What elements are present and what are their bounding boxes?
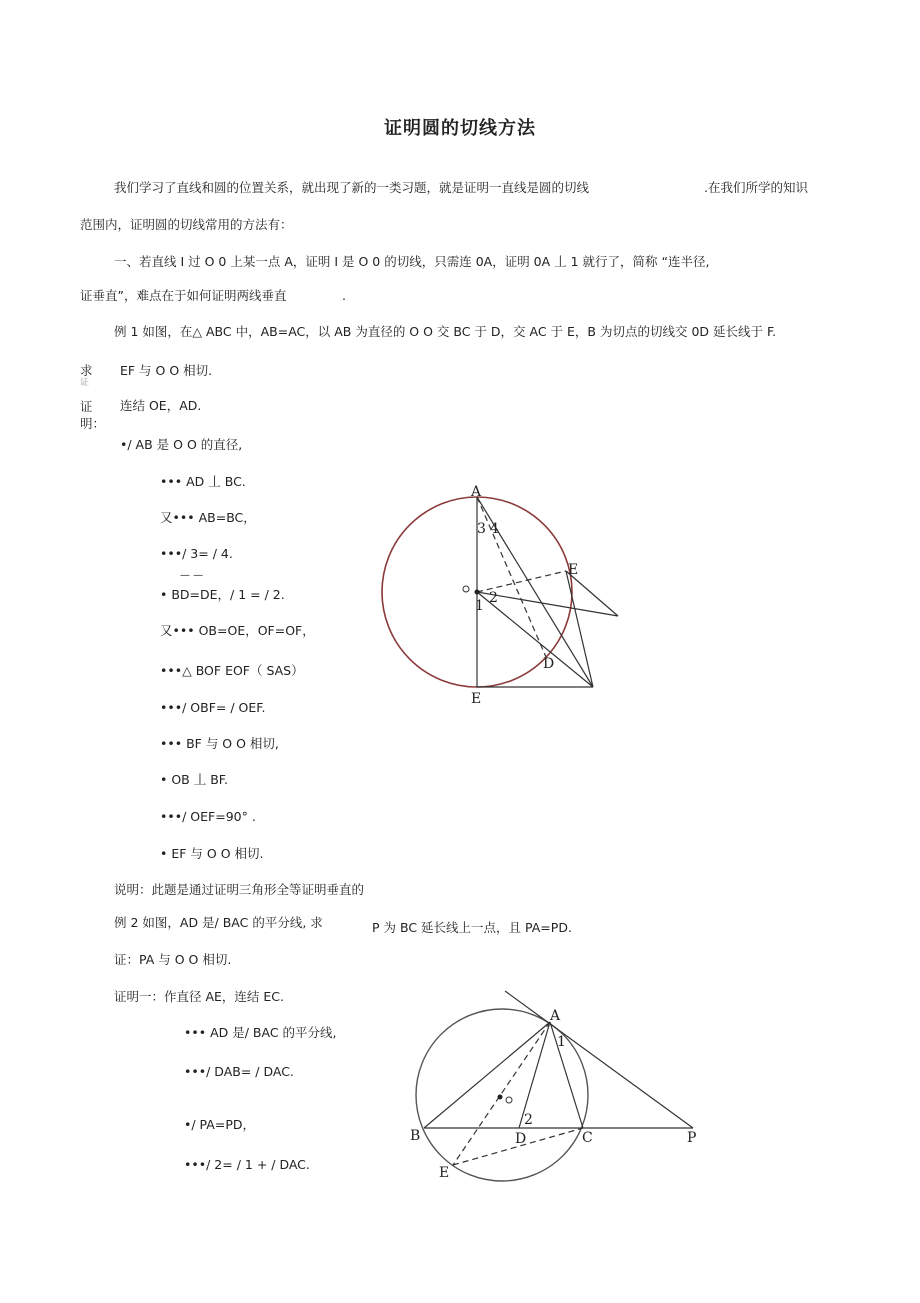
example2-proof-start: 证明一：作直径 AE，连结 EC. (114, 989, 284, 1004)
fig2-label-A: A (550, 1008, 561, 1024)
example1-step: •••/ 3= / 4. (160, 546, 233, 561)
fig1-label-E-top: E (568, 562, 579, 578)
example1-figure (370, 480, 630, 710)
fig1-angle-2: 2 (489, 590, 498, 606)
example1-step: • BD=DE，/ 1 = / 2. (160, 587, 285, 602)
example1-ming: 明： (80, 416, 106, 431)
fig1-angle-4: 4 (490, 521, 499, 537)
example1-step: •/ AB 是 O O 的直径, (120, 437, 243, 452)
example2-figure (400, 985, 710, 1185)
example1-step: •••△ BOF EOF（ SAS） (160, 663, 304, 678)
fig1-label-A: A (471, 484, 482, 500)
example1-statement: 例 1 如图，在△ ABC 中，AB=AC，以 AB 为直径的 O O 交 BC 于 D，交 AC 于 E，B 为切点的切线交 0D 延长线于 F. (114, 324, 777, 339)
example1-zheng: 证 (80, 399, 93, 414)
fig1-angle-1: 1 (475, 598, 484, 614)
fig1-angle-3: 3 (477, 521, 486, 537)
example2-goal: 证：PA 与 O O 相切. (114, 952, 232, 967)
example1-qiu: 求 (80, 363, 93, 378)
example2-step: •••/ 2= / 1 + / DAC. (184, 1157, 310, 1172)
fig2-label-P: P (687, 1130, 697, 1146)
fig1-label-E-bottom: E (471, 691, 482, 707)
intro-line-2: 范围内，证明圆的切线常用的方法有： (80, 217, 293, 232)
example1-note: 说明：此题是通过证明三角形全等证明垂直的 (114, 882, 365, 897)
example2-step: ••• AD 是/ BAC 的平分线, (184, 1025, 337, 1040)
page-title: 证明圆的切线方法 (384, 118, 536, 139)
example1-step: 又••• OB=OE，OF=OF， (160, 623, 315, 638)
example2-step: •/ PA=PD， (184, 1117, 255, 1132)
method1-line-2b: . (342, 288, 346, 303)
example1-step: ••• AD 丄 BC. (160, 474, 246, 489)
example1-step: •••/ OEF=90° . (160, 809, 256, 824)
example1-step: • EF 与 O O 相切. (160, 846, 264, 861)
method1-line-2a: 证垂直”，难点在于如何证明两线垂直 (80, 288, 287, 303)
example2-statement-a: 例 2 如图，AD 是/ BAC 的平分线, 求 (114, 915, 323, 930)
example2-step: •••/ DAB= / DAC. (184, 1064, 294, 1079)
fig2-label-D: D (515, 1131, 527, 1147)
fig1-label-D: D (543, 656, 555, 672)
example1-step: ••• BF 与 O O 相切, (160, 736, 279, 751)
example1-construct: 连结 OE，AD. (120, 398, 202, 413)
intro-line-1b: .在我们所学的知识 (704, 180, 808, 195)
example1-step: •••/ OBF= / OEF. (160, 700, 266, 715)
fig2-angle-1: 1 (557, 1034, 566, 1050)
method1-line-1: 一、若直线 I 过 O 0 上某一点 A，证明 I 是 O 0 的切线，只需连 0A，证明 0A 丄 1 就行了，简称 “连半径, (114, 254, 710, 269)
example2-statement-b: P 为 BC 延长线上一点，且 PA=PD. (372, 920, 572, 935)
example1-step: 又••• AB=BC， (160, 510, 256, 525)
fig2-angle-2: 2 (524, 1112, 533, 1128)
example1-step: • OB 丄 BF. (160, 772, 228, 787)
fig2-label-B: B (410, 1128, 421, 1144)
example1-goal: EF 与 O O 相切. (120, 363, 213, 378)
fig2-label-E: E (439, 1165, 450, 1181)
fig2-label-C: C (582, 1130, 593, 1146)
intro-line-1a: 我们学习了直线和圆的位置关系，就出现了新的一类习题，就是证明一直线是圆的切线 (114, 180, 590, 195)
example1-step-arc-marks: — — (180, 570, 204, 581)
example1-qiu-sub: 证 (80, 378, 90, 388)
